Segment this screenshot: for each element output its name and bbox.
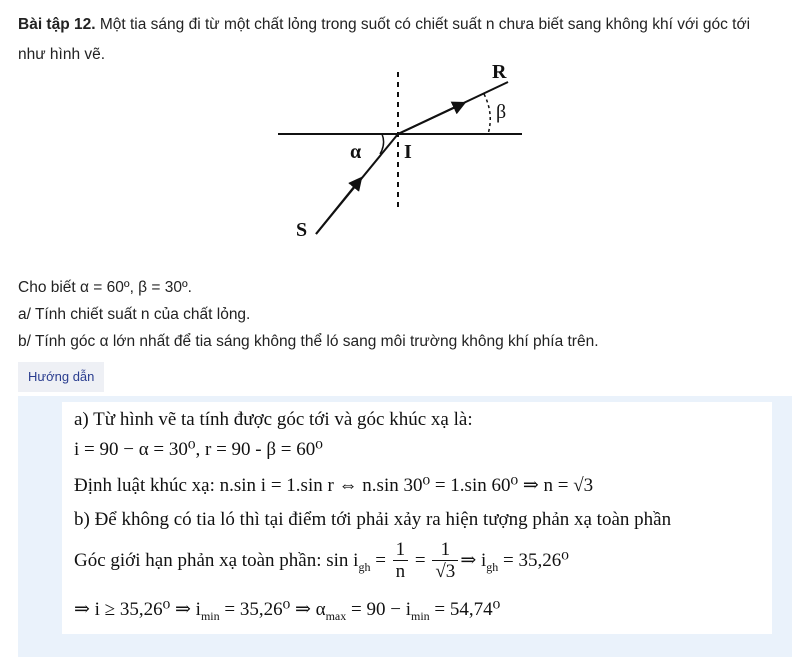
line5-result: ⇒ i (460, 550, 487, 571)
solution-line-3: Định luật khúc xạ: n.sin i = 1.sin r ⇔ n.sin 30⁰ = 1.sin 60⁰ ⇒ n = √3 (74, 475, 594, 496)
incident-ray-arrow (316, 182, 358, 234)
line6-sub1: min (200, 608, 220, 623)
line6-c: = 90 − i (346, 599, 411, 620)
line5-result-sub: gh (486, 559, 499, 574)
label-s: S (296, 219, 308, 241)
solution-line-6 (74, 598, 500, 628)
fraction-1-over-n (393, 540, 409, 583)
label-alpha: α (350, 141, 362, 163)
given-values: Cho biết α = 60º, β = 30º. (18, 279, 192, 296)
line5-sub: gh (358, 559, 371, 574)
line6-sub2: max (325, 608, 347, 623)
refracted-ray-arrow (398, 105, 460, 134)
exercise-label: Bài tập 12. (18, 16, 96, 33)
fraction-1-over-sqrt3 (432, 540, 458, 583)
label-i: I (404, 141, 412, 163)
line6-sub3: min (410, 608, 430, 623)
beta-arc (484, 94, 490, 134)
solution-line-1: a) Từ hình vẽ ta tính được góc tới và góc khúc xạ là: (74, 409, 473, 430)
frac1-num: 1 (393, 540, 409, 561)
line5-eq1: = (370, 550, 391, 571)
frac2-num: 1 (432, 540, 458, 561)
line6-b: = 35,26⁰ ⇒ α (219, 599, 326, 620)
line6-a: ⇒ i ≥ 35,26⁰ ⇒ i (74, 599, 201, 620)
label-beta: β (496, 101, 507, 123)
exercise-text: Một tia sáng đi từ một chất lỏng trong suốt có chiết suất n chưa biết sang không khí với góc tới như hình vẽ. (18, 16, 751, 63)
solution-line-5 (74, 536, 569, 592)
refraction-diagram (270, 58, 530, 243)
hint-button[interactable]: Hướng dẫn (18, 362, 104, 392)
line5-value: = 35,26⁰ (498, 550, 569, 571)
solution-line-2: i = 90 − α = 30⁰, r = 90 - β = 60⁰ (74, 439, 323, 460)
frac2-den: √3 (435, 561, 456, 583)
question-b: b/ Tính góc α lớn nhất để tia sáng không thể ló sang môi trường không khí phía trên. (18, 333, 599, 350)
solution-image (62, 402, 772, 634)
solution-line-4: b) Để không có tia ló thì tại điểm tới phải xảy ra hiện tượng phản xạ toàn phần (74, 509, 672, 530)
label-r: R (492, 61, 507, 83)
line6-d: = 54,74⁰ (429, 599, 501, 620)
frac1-den: n (395, 561, 406, 583)
solution-panel (18, 396, 792, 657)
line5-prefix: Góc giới hạn phản xạ toàn phần: sin i (74, 550, 359, 571)
question-a: a/ Tính chiết suất n của chất lỏng. (18, 306, 251, 323)
line5-eq2: = (410, 550, 431, 571)
